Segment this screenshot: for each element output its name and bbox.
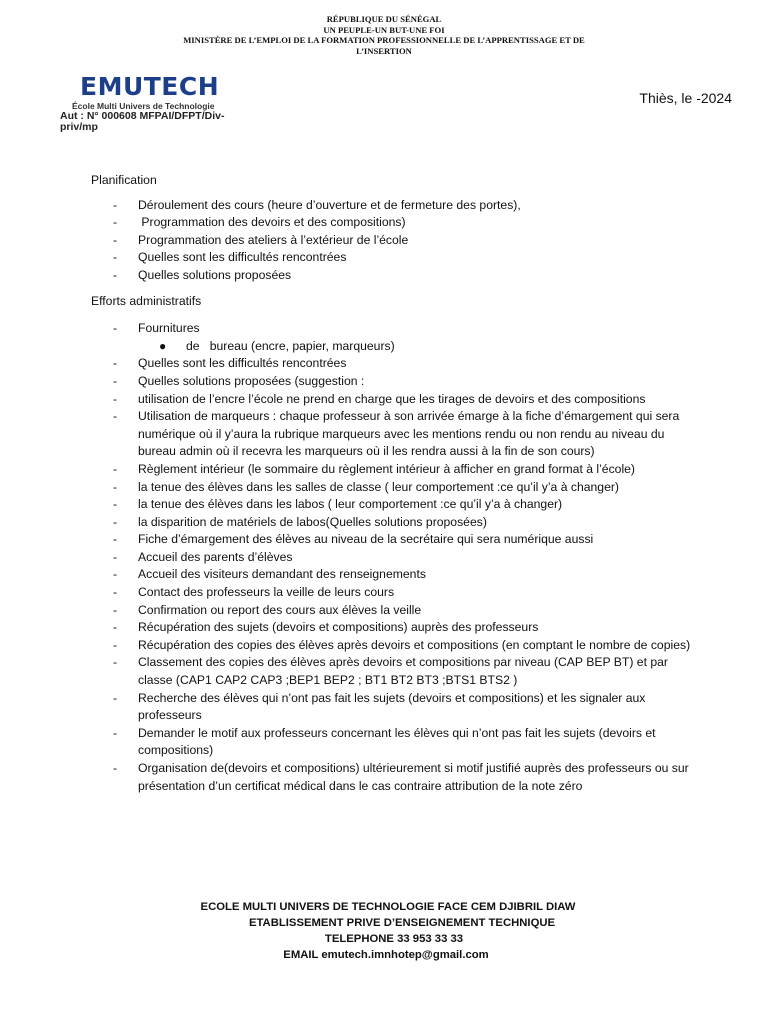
list-item: - Organisation de(devoirs et compositions) ultérieurement si motif justifié auprès des professeurs ou sur présentation d’un certificat médical dans le cas contraire attribution de la note zéro (113, 761, 689, 793)
supplies-sublist (91, 338, 691, 356)
list-item: - Programmation des ateliers à l’extérieur de l’école (91, 232, 691, 250)
school-logo (72, 72, 260, 111)
dash-bullet: - (113, 267, 118, 282)
dash-bullet: - (113, 461, 118, 476)
letterhead-footer (0, 899, 768, 963)
logo-subtitle: École Multi Univers de Technologie (72, 101, 215, 111)
dash-bullet: - (113, 373, 118, 388)
dash-bullet: - (113, 620, 118, 635)
dash-bullet: - (113, 602, 118, 617)
dash-bullet: - (113, 321, 118, 336)
list-item: - Fiche d’émargement des élèves au niveau de la secrétaire qui sera numérique aussi (91, 531, 691, 549)
list-item: - Programmation des devoirs et des compositions) (91, 214, 691, 232)
list-item: - Règlement intérieur (le sommaire du règlement intérieur à afficher en grand format à l’école) (91, 461, 691, 479)
header-motto: UN PEUPLE-UN BUT-UNE FOI (323, 24, 445, 35)
list-item: - la disparition de matériels de labos(Quelles solutions proposées) (91, 514, 691, 532)
footer-phone: TELEPHONE 33 953 33 33 (324, 933, 464, 945)
list-item: - Déroulement des cours (heure d’ouverture et de fermeture des portes), (91, 197, 691, 215)
list-item: - Récupération des sujets (devoirs et compositions) auprès des professeurs (91, 619, 691, 637)
dash-bullet: - (113, 567, 118, 582)
dash-bullet: - (113, 215, 118, 230)
footer-establishment: ETABLISSEMENT PRIVE D’ENSEIGNEMENT TECHNIQUE (248, 917, 556, 929)
dash-bullet: - (113, 232, 118, 247)
list-item: - Quelles solutions proposées (91, 267, 691, 285)
header-ministry-cont: L’INSERTION (356, 45, 412, 56)
dash-bullet: - (113, 356, 118, 371)
list-item: - la tenue des élèves dans les labos ( leur comportement :ce qu’il y’a à changer) (91, 496, 691, 514)
list-item: - la tenue des élèves dans les salles de classe ( leur comportement :ce qu’il y’a à changer) (91, 479, 691, 497)
list-item: - Recherche des élèves qui n’ont pas fait les sujets (devoirs et compositions) et les signaler aux professeurs (113, 690, 646, 723)
round-bullet: ● (159, 338, 167, 353)
dash-bullet: - (113, 514, 118, 529)
document-body (91, 172, 691, 795)
dash-bullet: - (113, 655, 118, 670)
header-ministry: MINISTÈRE DE L’EMPLOI DE LA FORMATION PROFESSIONNELLE DE L’APPRENTISSAGE ET DE (183, 35, 585, 45)
list-item: - Accueil des visiteurs demandant des renseignements (91, 566, 691, 584)
logo-title: EMUTECH (80, 72, 220, 101)
list-item: - Quelles sont les difficultés rencontrées (91, 355, 691, 373)
dash-bullet: - (113, 409, 118, 424)
dash-bullet: - (113, 250, 118, 265)
list-item: - Accueil des parents d’élèves (91, 549, 691, 567)
admin-list-continued (91, 355, 691, 795)
dash-bullet: - (113, 690, 118, 705)
dash-bullet: - (113, 637, 118, 652)
letterhead-header (0, 14, 768, 56)
dash-bullet: - (113, 532, 118, 547)
section-title-admin: Efforts administratifs (91, 293, 202, 308)
list-item: - Récupération des copies des élèves après devoirs et compositions (en comptant le nombre de copies) (91, 637, 691, 655)
list-item: - Quelles sont les difficultés rencontrées (91, 249, 691, 267)
dash-bullet: - (113, 549, 118, 564)
header-republic: RÉPUBLIQUE DU SÉNÉGAL (326, 14, 442, 24)
authorization-number: Aut : N° 000608 MFPAI/DFPT/Div-priv/mp (60, 111, 225, 132)
planning-list (91, 197, 691, 285)
list-item: - Classement des copies des élèves après devoirs et compositions par niveau (CAP BEP BT) et par classe (CAP1 CAP2 CAP3 ;BEP1 BEP2 ; BT1 BT2 BT3 ;BTS1 BTS2 ) (113, 655, 668, 688)
dash-bullet: - (113, 497, 118, 512)
list-item: - Contact des professeurs la veille de leurs cours (91, 584, 691, 602)
dash-bullet: - (113, 197, 118, 212)
list-item: - Quelles solutions proposées (suggestion : (91, 373, 691, 391)
list-item: - Utilisation de marqueurs : chaque professeur à son arrivée émarge à la fiche d’émargement qui sera numérique où il y’aura la rubrique marqueurs avec les mentions rendu ou non rendu au niveau du bureau admin où il recevra les marqueurs où il les rendra aussi à la fin de son cours) (113, 409, 680, 459)
list-item: - Confirmation ou report des cours aux élèves la veille (91, 602, 691, 620)
dash-bullet: - (113, 585, 118, 600)
dash-bullet: - (113, 479, 118, 494)
list-item: - Demander le motif aux professeurs concernant les élèves qui n’ont pas fait les sujets (devoirs et compositions) (113, 725, 656, 758)
dash-bullet: - (113, 391, 118, 406)
section-title-planning: Planification (91, 173, 157, 187)
dash-bullet: - (113, 725, 118, 740)
list-item: - utilisation de l’encre l’école ne prend en charge que les tirages de devoirs et des compositions (91, 391, 691, 409)
footer-school-name: ECOLE MULTI UNIVERS DE TECHNOLOGIE FACE CEM DJIBRIL DIAW (200, 901, 576, 913)
place-date: Thiès, le -2024 (639, 90, 732, 106)
list-item: - Fournitures (91, 320, 691, 338)
dash-bullet: - (113, 761, 118, 775)
footer-email: EMAIL emutech.imnhotep@gmail.com (283, 949, 489, 961)
sub-list-item: ● de bureau (encre, papier, marqueurs) (91, 338, 691, 356)
admin-list (91, 320, 691, 338)
